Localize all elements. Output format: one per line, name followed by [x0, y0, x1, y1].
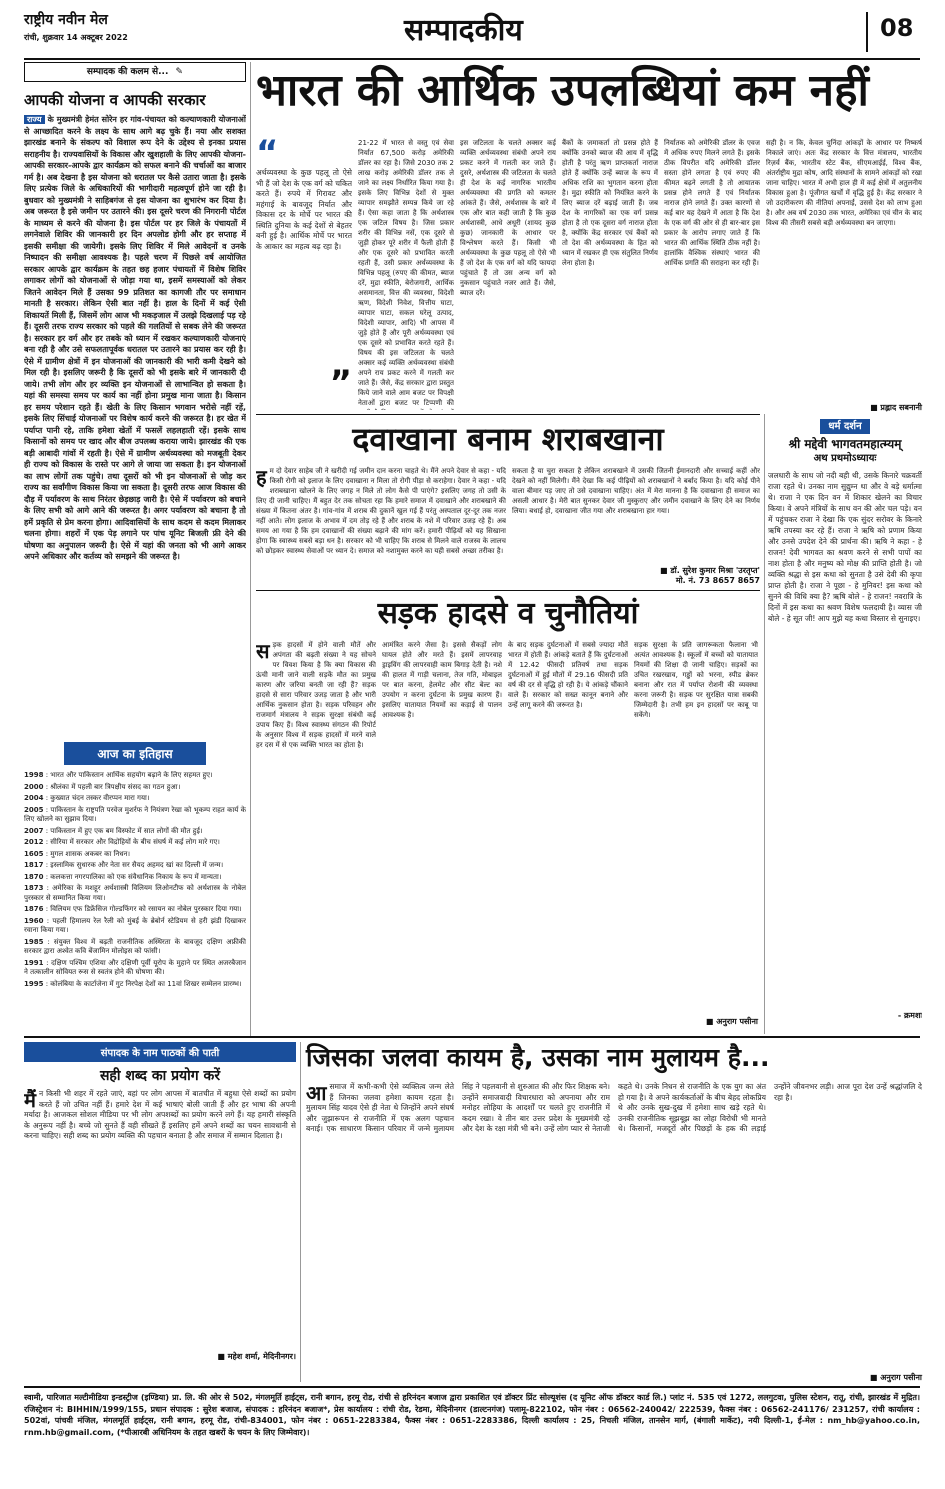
mulayam-dropcap: आ [306, 1082, 327, 1105]
sadak-dropcap: स [256, 640, 270, 663]
dawakhana-col-2: सकता है या चुरा सकता है लेकिन शराबखाने में उसकी जितनी ईमानदारी और सच्चाई कहीं और देखने को नहीं मिलेगी। मैंने देखा कि कई पीढ़ियों को शराबखानों ने बर्बाद किया है। यदि कोई पीने वाला बीमार पड़ जाए तो उसे दवाखाना चाहिए। अंत में मेरा मानना है कि दवाखाना ही समाज का असली आधार है। मेरी बात सुनकर देवार जी मुस्कुराए और जमीन दवाखाने के लिए देने का निर्णय लिया। बधाई हो, दवाखाना जीत गया और शराबखाना हार गया। [512, 467, 760, 515]
dharm-label [768, 414, 922, 433]
history-item [24, 783, 246, 793]
mulayam-text: समाज में कभी-कभी ऐसे व्यक्तित्व जन्म लेते हैं जिनका जलवा हमेशा कायम रहता है। मुलायम सिंह यादव ऐसे ही नेता थे जिन्होंने अपने संघर्ष और जुझारूपन से राजनीति में एक अलग पहचान बनाई। एक साधारण किसान परिवार में जन्मे मुलायम सिंह ने पहलवानी से शुरुआत की और फिर शिक्षक बने। उन्होंने समाजवादी विचारधारा को अपनाया और राम मनोहर लोहिया के आदर्शों पर चलते हुए राजनीति में कदम रखा। वे तीन बार उत्तर प्रदेश के मुख्यमंत्री रहे और देश के रक्षा मंत्री भी बने। उन्हें लोग प्यार से नेताजी कहते थे। उनके निधन से राजनीति के एक युग का अंत हो गया है। वे अपने कार्यकर्ताओं के बीच बेहद लोकप्रिय थे और उनके सुख-दुख में हमेशा साथ खड़े रहते थे। उनकी राजनीतिक सूझबूझ का लोहा विरोधी भी मानते थे। किसानों, मजदूरों और पिछड़ों के हक की लड़ाई उन्होंने जीवनभर लड़ी। आज पूरा देश उन्हें श्रद्धांजलि दे रहा है। [306, 1082, 922, 1133]
quote-close-icon: ” [329, 363, 352, 403]
sadak-byline-text: अनुराग पसीना [716, 1017, 758, 1026]
dawakhana-author: डॉ. सुरेश कुमार मिश्रा 'उरतृप्त' [670, 566, 760, 575]
lead-col-4: बैंकों के जमाकर्ता तो प्रसन्न होते हैं क्योंकि उनको ब्याज की आय में वृद्धि होती है परंतु ऋण प्राप्तकर्ता नाराज होते हैं क्योंकि उन्हें ब्याज के रूप में अधिक राशि का भुगतान करना होता है। मुद्रा स्फीति को नियंत्रित करने के लिए ब्याज दरें बढ़ाई जाती हैं। जब देश के नागरिकों का एक वर्ग प्रसन्न होता है तो एक दूसरा वर्ग नाराज होता है, क्योंकि केंद्र सरकार एवं बैंकों को तो देश की अर्थव्यवस्था के हित को ध्यान में रखकर ही एक संतुलित निर्णय लेना होता है। [562, 139, 658, 267]
history-year: 1873 [24, 884, 44, 892]
history-item [24, 861, 246, 871]
mulayam-headline: जिसका जलवा कायम है, उसका नाम मुलायम है... [306, 1043, 770, 1072]
lead-col-5: निर्यातक को अमेरिकी डॉलर के एवज में अधिक रुपए मिलने लगते हैं। इसके ठीक विपरीत यदि अमेरिकी डॉलर सस्ता होने लगता है एवं रुपए की कीमत बढ़ने लगती है तो आयातक प्रसन्न होने लगते हैं एवं निर्यातक नाराज होने लगते हैं। उक्त कारणों से कई बार यह देखने में आता है कि देश के एक वर्ग की ओर से ही बार-बार इस प्रकार के आरोप लगाए जाते हैं कि भारत की आर्थिक स्थिति ठीक नहीं है। हालांकि वैश्विक संस्थाएं भारत की आर्थिक प्रगति की सराहना कर रही हैं। [664, 139, 760, 267]
history-text: : कलकत्ता नगरपालिका को एक संवैधानिक निकाय के रूप में मान्यता। [43, 872, 222, 881]
column-divider [764, 414, 765, 1034]
history-item [24, 838, 246, 848]
dawakhana-col-1 [256, 466, 506, 578]
dawakhana-bottom-rule [256, 590, 760, 591]
editorial-text: के मुख्यमंत्री हेमंत सोरेन हर गांव-पंचायत को कल्याणकारी योजनाओं से आच्छादित करने के लक्ष्य के साथ आगे बढ़ चुके हैं। नया और सशक्त झारखंड बनाने के संकल्प को विशाल रूप देने के उद्देश्य से इनका प्रयास सराहनीय है। राज्यवासियों के विकास और खुशहाली के लिए आपकी योजना- आपकी सरकार-आपके द्वार कार्यक्रम को सफल बनाने की चर्चाओं का बाजार गर्म है। अब देखना है इस योजना को धरातल पर कैसे उतारा जाता है। इसके लिए प्रत्येक जिले के अधिकारियों की भागीदारी महत्वपूर्ण होने जा रही है। बुधवार को मुख्यमंत्री ने साहिबगंज से इस योजना का शुभारंभ कर दिया है। अब जरूरत है इसे जमीन पर उतारने की। इस दूसरे चरण की निगरानी पोर्टल के माध्यम से करने की योजना है। इस पोर्टल पर हर जिले के पंचायतों में लगनेवाले शिविर की जानकारी हर दिन अपलोड होगी और हर सप्ताह में इसकी समीक्षा की जायेगी। इसके लिए शिविर में मिले आवेदनों व उनके निष्पादन की समीक्षा आवश्यक है। पहले चरण में पिछले वर्ष आयोजित सरकार आपके द्वार कार्यक्रम के तहत छह हजार पंचायतों में विशेष शिविर लगाकर लोगों को योजनाओं से जोड़ा गया था, इसमें समस्याओं को लेकर जितने आवेदन मिले हैं उसका 99 प्रतिशत का कागजी तौर पर समाधान मानती है सरकार। लेकिन ऐसी बात नहीं है। हाल के दिनों में कई ऐसी शिकायतें मिली हैं, जिसमें लोग आज भी मकड़जाल में उलझे दिखलाई पड़ रहे हैं। दूसरी तरफ राज्य सरकार को पहले की गलतियों से सबक लेने की जरूरत है। सरकार हर वर्ग और हर तबके को ध्यान में रखकर कल्याणकारी योजनाएं बना रही है और उसे सफलतापूर्वक धरातल पर उतारने का प्रयास कर रही है। ऐसे में ग्रामीण क्षेत्रों में इन योजनाओं की जानकारी की भारी कमी देखने को मिल रही है। इसलिए जरूरी है कि दूसरों को भी इसके बारे में जानकारी दी जाये। तभी लोग और हर व्यक्ति इन योजनाओं से लाभान्वित हो सकता है। यहां की समस्या समय पर कार्य का नहीं होना प्रमुख माना जाता है। किसान हर समय परेशान रहते हैं। खेती के लिए किसान भगवान भरोसे नहीं रहें, इसके लिए सिंचाई योजनाओं पर विशेष कार्य करने की जरूरत है। हर खेत में पर्याप्त पानी रहे, ताकि हमेशा खेतों में फसलें लहलहाती रहें। इसके साथ किसानों को समय पर खाद और बीज उपलब्ध कराया जाये। झारखंड की एक बड़ी आबादी गांवों में रहती है। ऐसे में ग्रामीण अर्थव्यवस्था को मजबूती देकर ही राज्य को विकास के रास्ते पर आगे ले जाया जा सकता है। इन योजनाओं का लाभ लोगों तक पहुंचे। तथा दूसरों को भी इन योजनाओं से जोड़ कर राज्य का सर्वांगीण विकास किया जा सकता है। दूसरी तरफ आज विकास की दौड़ में पर्यावरण के साथ निरंतर छेड़छाड़ जारी है। ऐसे में पर्यावरण को बचाने के लिए सभी को आगे आने की जरूरत है। अगर पर्यावरण को बचाना है तो हमें प्रकृति से प्रेम करना होगा। आदिवासियों के साथ कदम से कदम मिलाकर चलना होगा। शहरों में एक पेड़ लगाने पर पांच यूनिट बिजली फ्री देने की घोषणा का अनुपालन जरूरी है। ऐसे में यहां की जनता को भी आगे आकर अपने अधिकार और कर्तव्य को समझने की जरूरत है। [24, 115, 246, 561]
dharm-box [768, 414, 922, 1034]
pen-icon: ✎ [175, 67, 184, 77]
history-year: 2004 [24, 794, 44, 802]
letter-body [24, 1089, 296, 1351]
dawakhana-byline: ■ डॉ. सुरेश कुमार मिश्रा 'उरतृप्त' मो. नं. 73 8657 8657 [560, 566, 760, 586]
kalam-text: सम्पादक की कलम से... [86, 67, 169, 77]
letter-byline-text: महेश शर्मा, मेदिनीनगर। [227, 1352, 296, 1361]
mulayam-body [306, 1082, 922, 1372]
lead-bottom-rule [256, 414, 760, 415]
dawakhana-body: म दो देवार साहेब जी ने खरीदी गई जमीन दान करना चाहते थे। मैंने अपने देवार से कहा - यदि किसी रोगी को इलाज के लिए दवाखाना न मिला तो रोगी पीड़ा से कराहेगा। देवार ने कहा - यदि शराबखाना खोलने के लिए जगह न मिले तो लोग कैसे पी पाएंगे? इसलिए जगह तो उसी के लिए दी जानी चाहिए। मैं बहुत देर तक सोचता रहा कि हमारे समाज में दवाखाने और शराबखाने की संख्या में कितना अंतर है। गांव-गांव में शराब की दुकानें खुल गई हैं परंतु अस्पताल दूर-दूर तक नजर नहीं आते। लोग इलाज के अभाव में दम तोड़ रहे हैं और शराब के नशे में परिवार उजड़ रहे हैं। अब समय आ गया है कि हम दवाखानों की संख्या बढ़ाने की मांग करें। हमारी पीढ़ियों को यह सिखाना होगा कि स्वास्थ्य सबसे बड़ा धन है। सरकार को भी चाहिए कि शराब से मिलने वाले राजस्व के लालच को छोड़कर स्वास्थ्य सेवाओं पर ध्यान दे। समाज को नशामुक्त करने का यही सबसे अच्छा तरीका है। [256, 467, 506, 555]
column-divider [250, 62, 251, 1037]
dharm-continued: - क्रमशः [897, 1011, 922, 1020]
paper-name: राष्ट्रीय नवीन मेल [24, 12, 108, 28]
letter-box [24, 1042, 296, 1382]
history-item [24, 959, 246, 978]
lead-quote-box [256, 133, 352, 410]
history-text: : पहली हिमालय रेल रैली को मुंबई के ब्रेबोर्न स्टेडियम से हरी झंडी दिखाकर रवाना किया गया। [24, 916, 246, 934]
history-item [24, 771, 246, 781]
lead-col-6: सही है। न कि, केवल चुनिंदा आंकड़ों के आधार पर निष्कर्ष निकाले जाएं। अतः केंद्र सरकार के वित्त मंत्रालय, भारतीय रिज़र्व बैंक, भारतीय स्टेट बैंक, सीएमआईई, विश्व बैंक, अंतर्राष्ट्रीय मुद्रा कोष, आदि संस्थानों के सामने आंकड़ों को रखा जाना चाहिए। भारत में अभी हाल ही में कई क्षेत्रों में अतुलनीय विकास हुआ है। पूंजीगत खर्चों में वृद्धि हुई है। केंद्र सरकार ने जो उदारीकरण की नीतियां अपनाईं, उससे देश को लाभ हुआ है। और अब वर्ष 2030 तक भारत, अमेरिका एवं चीन के बाद विश्व की तीसरी सबसे बड़ी अर्थव्यवस्था बन जाएगा। [766, 139, 922, 227]
letter-byline: ■ महेश शर्मा, मेदिनीनगर। [217, 1352, 296, 1361]
sadak-col-2: आमंत्रित करने जैसा है। इससे सैकड़ों लोग घायल होते और मरते हैं। इसमें लापरवाह ड्राइविंग की लापरवाही काम बिगाड़ देती है। नशे की हालत में गाड़ी चलाना, तेज गति, मोबाइल पर बात करना, हेलमेट और सीट बेल्ट का उपयोग न करना दुर्घटना के प्रमुख कारण हैं। इसलिए यातायात नियमों का कड़ाई से पालन आवश्यक है। [382, 641, 502, 719]
history-text: : पाकिस्तान के राष्ट्रपति परवेज मुशर्रफ ने नियंत्रण रेखा को भूकम्प राहत कार्य के लिए खोलने का सुझाव दिया। [24, 805, 246, 823]
sadak-col-4: सड़क सुरक्षा के प्रति जागरूकता फैलाना भी अत्यंत आवश्यक है। स्कूलों में बच्चों को यातायात नियमों की शिक्षा दी जानी चाहिए। सड़कों का उचित रखरखाव, गड्ढों को भरना, स्पीड ब्रेकर बनाना और रात में पर्याप्त रोशनी की व्यवस्था करना जरूरी है। सड़क पर सुरक्षित यात्रा सबकी जिम्मेदारी है। तभी हम इन हादसों पर काबू पा सकेंगे। [634, 641, 758, 719]
sadak-col-3: के बाद सड़क दुर्घटनाओं में सबसे ज्यादा मौतें भारत में होती हैं। आंकड़े बताते हैं कि दुर्घटनाओं में 12.42 फीसदी प्रतिवर्ष तथा सड़क दुर्घटनाओं में हुई मौतों में 29.16 फीसदी प्रति वर्ष की दर से वृद्धि हो रही है। ये आंकड़े चौंकाने वाले हैं। सरकार को सख्त कानून बनाने और उन्हें लागू करने की जरूरत है। [508, 641, 628, 709]
history-year: 1991 [24, 958, 44, 967]
history-item [24, 794, 246, 804]
sadak-col-1-text: ड़क हादसों में होने वाली मौतें और अपंगता की बढ़ती संख्या ने यह सोचने पर विवश किया है कि क्या विकास की ऊंची मानी जाने वाली सड़कें मौत का प्रमुख कारण और जरिया बनती जा रही हैं? सड़क हादसे से सारा परिवार उजड़ जाता है और भारी आर्थिक नुकसान होता है। सड़क परिवहन और राजमार्ग मंत्रालय ने सड़क सुरक्षा संबंधी कई उपाय किए हैं। विश्व स्वास्थ्य संगठन की रिपोर्ट के अनुसार विश्व में सड़क हादसों में मरने वाले हर दस में से एक व्यक्ति भारत का होता है। [256, 641, 376, 749]
lead-byline-text: प्रह्लाद सबनानी [880, 403, 922, 412]
history-text: : सीरिया में सरकार और विद्रोहियों के बीच संघर्ष में कई लोग मारे गए। [43, 838, 220, 846]
history-text: : पाकिस्तान में हुए एक बम विस्फोट में सात लोगों की मौत हुई। [43, 826, 203, 835]
history-text: : भारत और पाकिस्तान आर्थिक सहयोग बढ़ाने के लिए सहमत हुए। [43, 771, 213, 779]
editorial-left [24, 62, 246, 732]
history-text: : विलियम एफ डिफ्रेंसिज गोल्डफिंगर को रसायन का नोबेल पुरस्कार दिया गया। [43, 905, 242, 913]
history-year: 1985 [24, 937, 44, 946]
lead-quote: अर्थव्यवस्था के कुछ पहलू तो ऐसे भी हैं जो देश के एक वर्ग को चकित करते हैं। रुपये में गिरावट और महंगाई के बावजूद निर्यात और विकास दर के मोर्चे पर भारत की स्थिति दुनिया के कई देशों से बेहतर बनी हुई है। आर्थिक मोर्चे पर भारत के आकार का महत्व बढ़ रहा है। [256, 168, 352, 251]
masthead-rule [24, 58, 920, 60]
history-item [24, 827, 246, 837]
history-item [24, 938, 246, 957]
page-number: 08 [880, 14, 914, 42]
history-year: 1998 [24, 771, 44, 779]
history-year: 1817 [24, 861, 44, 869]
page-divider [866, 12, 868, 52]
history-item [24, 980, 246, 990]
history-text: : कोलंबिया के कार्टाजेना में गुट निरपेक्ष देशों का 11वां शिखर सम्मेलन प्रारम्भ। [43, 979, 242, 988]
lower-rule [24, 1036, 920, 1038]
sadak-headline: सड़क हादसे व चुनौतियां [377, 596, 639, 631]
history-year: 2007 [24, 826, 44, 835]
history-text: : दक्षिण पश्चिम एशिया और दक्षिणी पूर्वी यूरोप के मुहाने पर स्थित अजरबैजान ने तत्कालीन सोवियत रूस से स्वतंत्र होने की घोषणा की। [24, 958, 246, 976]
dawakhana-phone: मो. नं. 73 8657 8657 [675, 576, 760, 585]
dharm-body: जलधारी के साथ जो नदी बही थी, उसके किनारे चक्रवर्ती राजा रहते थे। उनका नाम सुद्युम्न था और वे बड़े धर्मात्मा थे। राजा ने एक दिन वन में शिकार खेलने का विचार किया। वे अपने मंत्रियों के साथ वन की ओर चल पड़े। वन में पहुंचकर राजा ने देखा कि एक सुंदर सरोवर के किनारे ऋषि तपस्या कर रहे हैं। राजा ने ऋषि को प्रणाम किया और उनसे उपदेश देने की प्रार्थना की। ऋषि ने कहा - हे राजन! देवी भागवत का श्रवण करने से सभी पापों का नाश होता है और मनुष्य को मोक्ष की प्राप्ति होती है। जो व्यक्ति श्रद्धा से इस कथा को सुनता है उसे देवी की कृपा प्राप्त होती है। राजा ने पूछा - हे मुनिवर! इस कथा को सुनने की विधि क्या है? ऋषि बोले - हे राजन! नवरात्रि के दिनों में इस कथा का श्रवण विशेष फलदायी है। व्यास जी बोले - हे सूत जी! आप मुझे यह कथा विस्तार से सुनाइए। [768, 471, 922, 623]
editorial-title: आपकी योजना व आपकी सरकार [24, 91, 206, 109]
kalam-strip [24, 62, 246, 82]
letter-text: न किसी भी शहर में रहते जाएं, वहां पर लोग आपस में बातचीत में बहुधा ऐसे शब्दों का प्रयोग करते हैं जो उचित नहीं हैं। हमारे देश में कई भाषाएं बोली जाती हैं और हर भाषा की अपनी मर्यादा है। आजकल सोशल मीडिया पर भी लोग अपशब्दों का प्रयोग करने लगे हैं। यह हमारी संस्कृति के अनुरूप नहीं है। बच्चे जो सुनते हैं वही सीखते हैं इसलिए हमें अपने शब्दों का चयन सावधानी से करना चाहिए। सही शब्द का प्रयोग व्यक्ति की पहचान बनाता है और समाज में सम्मान दिलाता है। [24, 1089, 296, 1140]
dharm-label-text: धर्म दर्शन [820, 419, 869, 434]
dawakhana-dropcap: ह [256, 466, 267, 489]
history-year: 2012 [24, 838, 44, 846]
history-text: : मुगल शासक अकबर का निधन। [43, 849, 131, 858]
editorial-dropcap: राज्य [24, 115, 45, 124]
lead-col-2: 21-22 में भारत से वस्तु एवं सेवा निर्यात 67,500 करोड़ अमेरिकी डॉलर का रहा है। जिसे 2030 तक 2 लाख करोड़ अमेरिकी डॉलर तक ले जाने का लक्ष्य निर्धारित किया गया है। इसके लिए विभिन्न देशों से मुक्त व्यापार समझौते सम्पन्न किये जा रहे हैं। ऐसा कहा जाता है कि अर्थशास्त्र एक जटिल विषय है। जिस प्रकार शरीर की विभिन्न नसें, एक दूसरे से जुड़ी होकर पूरे शरीर में फैली होती हैं और एक दूसरे को प्रभावित करती रहती हैं, उसी प्रकार अर्थव्यवस्था के विभिन्न पहलू (रुपए की कीमत, ब्याज दरें, मुद्रा स्फीति, बेरोजगारी, आर्थिक असमानता, वित्त की व्यवस्था, विदेशी ऋण, विदेशी निवेश, वित्तीय घाटा, व्यापार घाटा, सकल घरेलू उत्पाद, विदेशी व्यापार, आदि) भी आपस में जुड़े होते हैं और पूरी अर्थव्यवस्था एवं एक दूसरे को प्रभावित करते रहते हैं। विषय की इस जटिलता के चलते अक्सर कई व्यक्ति अर्थव्यवस्था संबंधी अपने राय प्रकट करने में गलती कर जाते हैं। जैसे, केंद्र सरकार द्वारा प्रस्तुत किये जाने वाले आम बजट पर विपक्षी नेताओं द्वारा बजट पर टिप्पणी की [358, 139, 454, 407]
mulayam-byline-text: अनुराग पसीना [880, 1373, 922, 1382]
sadak-col-1 [256, 640, 376, 1026]
history-list [24, 771, 246, 991]
lead-headline: भारत की आर्थिक उपलब्धियां कम नहीं [256, 65, 869, 116]
dharm-title: श्री मद्देवी भागवतमहात्म्यम् [788, 437, 902, 451]
dharm-subtitle: अथ प्रथमोऽध्यायः [813, 453, 877, 464]
masthead [24, 8, 924, 60]
history-item [24, 873, 246, 883]
letter-title: सही शब्द का प्रयोग करें [99, 1068, 221, 1084]
history-item [24, 806, 246, 825]
history-item [24, 850, 246, 860]
dawakhana-headline: दवाखाना बनाम शराबखाना [352, 420, 664, 458]
lead-col-3: इस जटिलता के चलते अक्सर कई व्यक्ति अर्थव्यवस्था संबंधी अपने राय प्रकट करने में गलती कर जाते हैं। दुसरे, अर्थशास्त्र की जटिलता के चलते ही देश के कई नागरिक भारतीय अर्थव्यवस्था की प्रगति को कमतर आंकते हैं। जैसे, अर्थशास्त्र के बारे में एक और बात कही जाती है कि कुछ अर्थशास्त्री, आधे अधूरी (शायद कुछ कुछ) जानकारी के आधार पर विश्लेषण करते हैं। किसी भी अर्थव्यवस्था के कुछ पहलू तो ऐसे भी हैं जो देश के एक वर्ग को यदि फायदा पहुंचाते हैं तो उस अन्य वर्ग को नुकसान पहुंचाते नजर आते हैं। जैसे, ब्याज दरें। [460, 139, 556, 297]
history-text: : इस्लामिक सुधारक और नेता सर सैयद अहमद खां का दिल्ली में जन्म। [43, 861, 224, 869]
section-title: सम्पादकीय [404, 13, 523, 48]
history-item [24, 905, 246, 915]
history-year: 1995 [24, 979, 44, 988]
dateline: रांची, शुक्रवार 14 अक्टूबर 2022 [24, 33, 128, 42]
history-title: आज का इतिहास [64, 742, 206, 765]
history-year: 1960 [24, 916, 44, 925]
history-item [24, 884, 246, 903]
history-item [24, 917, 246, 936]
editorial-body [24, 114, 246, 674]
history-year: 2000 [24, 782, 44, 791]
quote-open-icon: “ [256, 133, 279, 173]
letter-label: संपादक के नाम पाठकों की पाती [24, 1042, 296, 1062]
history-year: 1870 [24, 872, 44, 881]
history-year: 1605 [24, 849, 44, 858]
history-year: 1876 [24, 905, 44, 913]
history-year: 2005 [24, 805, 44, 814]
history-text: : श्रीलंका में पहली बार त्रिपक्षीय संसद का गठन हुआ। [43, 782, 181, 791]
history-text: : संयुक्त विश्व में बढ़ती राजनीतिक अस्थिरता के बावजूद दक्षिण अफ्रीकी सरकार द्वारा अश्वेत कवि बेंजामिन मोलोइस को फांसी। [24, 937, 246, 955]
footer-rule [24, 1386, 920, 1388]
mulayam-byline: ■ अनुराग पसीना [869, 1373, 922, 1382]
lead-byline: ■ प्रह्लाद सबनानी [870, 403, 922, 412]
history-text: : अमेरिका के मशहूर अर्थशास्त्री विलियम लिओनटीफ को अर्थशास्त्र के नोबेल पुरस्कार से सम्मानित किया गया। [24, 884, 246, 902]
history-box [24, 742, 246, 1027]
history-text: : कुख्यात चंदन तस्कर वीरप्पन मारा गया। [43, 794, 150, 802]
column-divider [300, 1042, 301, 1382]
letter-dropcap: मैं [24, 1089, 36, 1112]
sadak-byline: ■ अनुराग पसीना [705, 1017, 758, 1026]
footer-imprint: स्वामी, पारिजात मल्टीमीडिया इन्डस्ट्रीज (इण्डिया) प्रा. लि. की ओर से 502, मंगलमूर्ति हाईट्स, रानी बगान, हरमू रोड, रांची से हरिनंदन बजाज द्वारा प्रकाशित एवं डॉक्टर प्रिंट सोल्यूशंस (द यूनिट ऑफ डॉक्टर कार्ड लि.) प्लांट नं. 535 एवं 1272, ललगुटवा, पुलिस स्टेशन, रातू, रांची, झारखंड में मुद्रित। रजिस्ट्रेशन नं: BIHHIN/1999/155, प्रधान संपादक : सुरेश बजाज, संपादक : हरिनंदन बजाज*, प्रेस कार्यालय : रांची रोड, रेडमा, मेदिनीनगर (डाल्टनगंज) पलामू-822102, फोन नंबर : 06562-240042/ 222539, फैक्स नंबर : 06562-241176/ 231257, रांची कार्यालय : 502वां, पांचवी मंजिल, मंगलमूर्ति हाईट्स, रानी बगान, हरमू रोड, रांची-834001, फोन नंबर : 0651-2283384, फैक्स नंबर : 0651-2283386, दिल्ली कार्यालय : 25, निचली मंजिल, तानसेन मार्ग, (बंगाली मार्केट), नयी दिल्ली-1, ई-मेल : nm_hb@yahoo.co.in, rnm.hb@gmail.com, (*पीआरबी अधिनियम के तहत खबरों के चयन के लिए जिम्मेवार)। [24, 1393, 920, 1437]
